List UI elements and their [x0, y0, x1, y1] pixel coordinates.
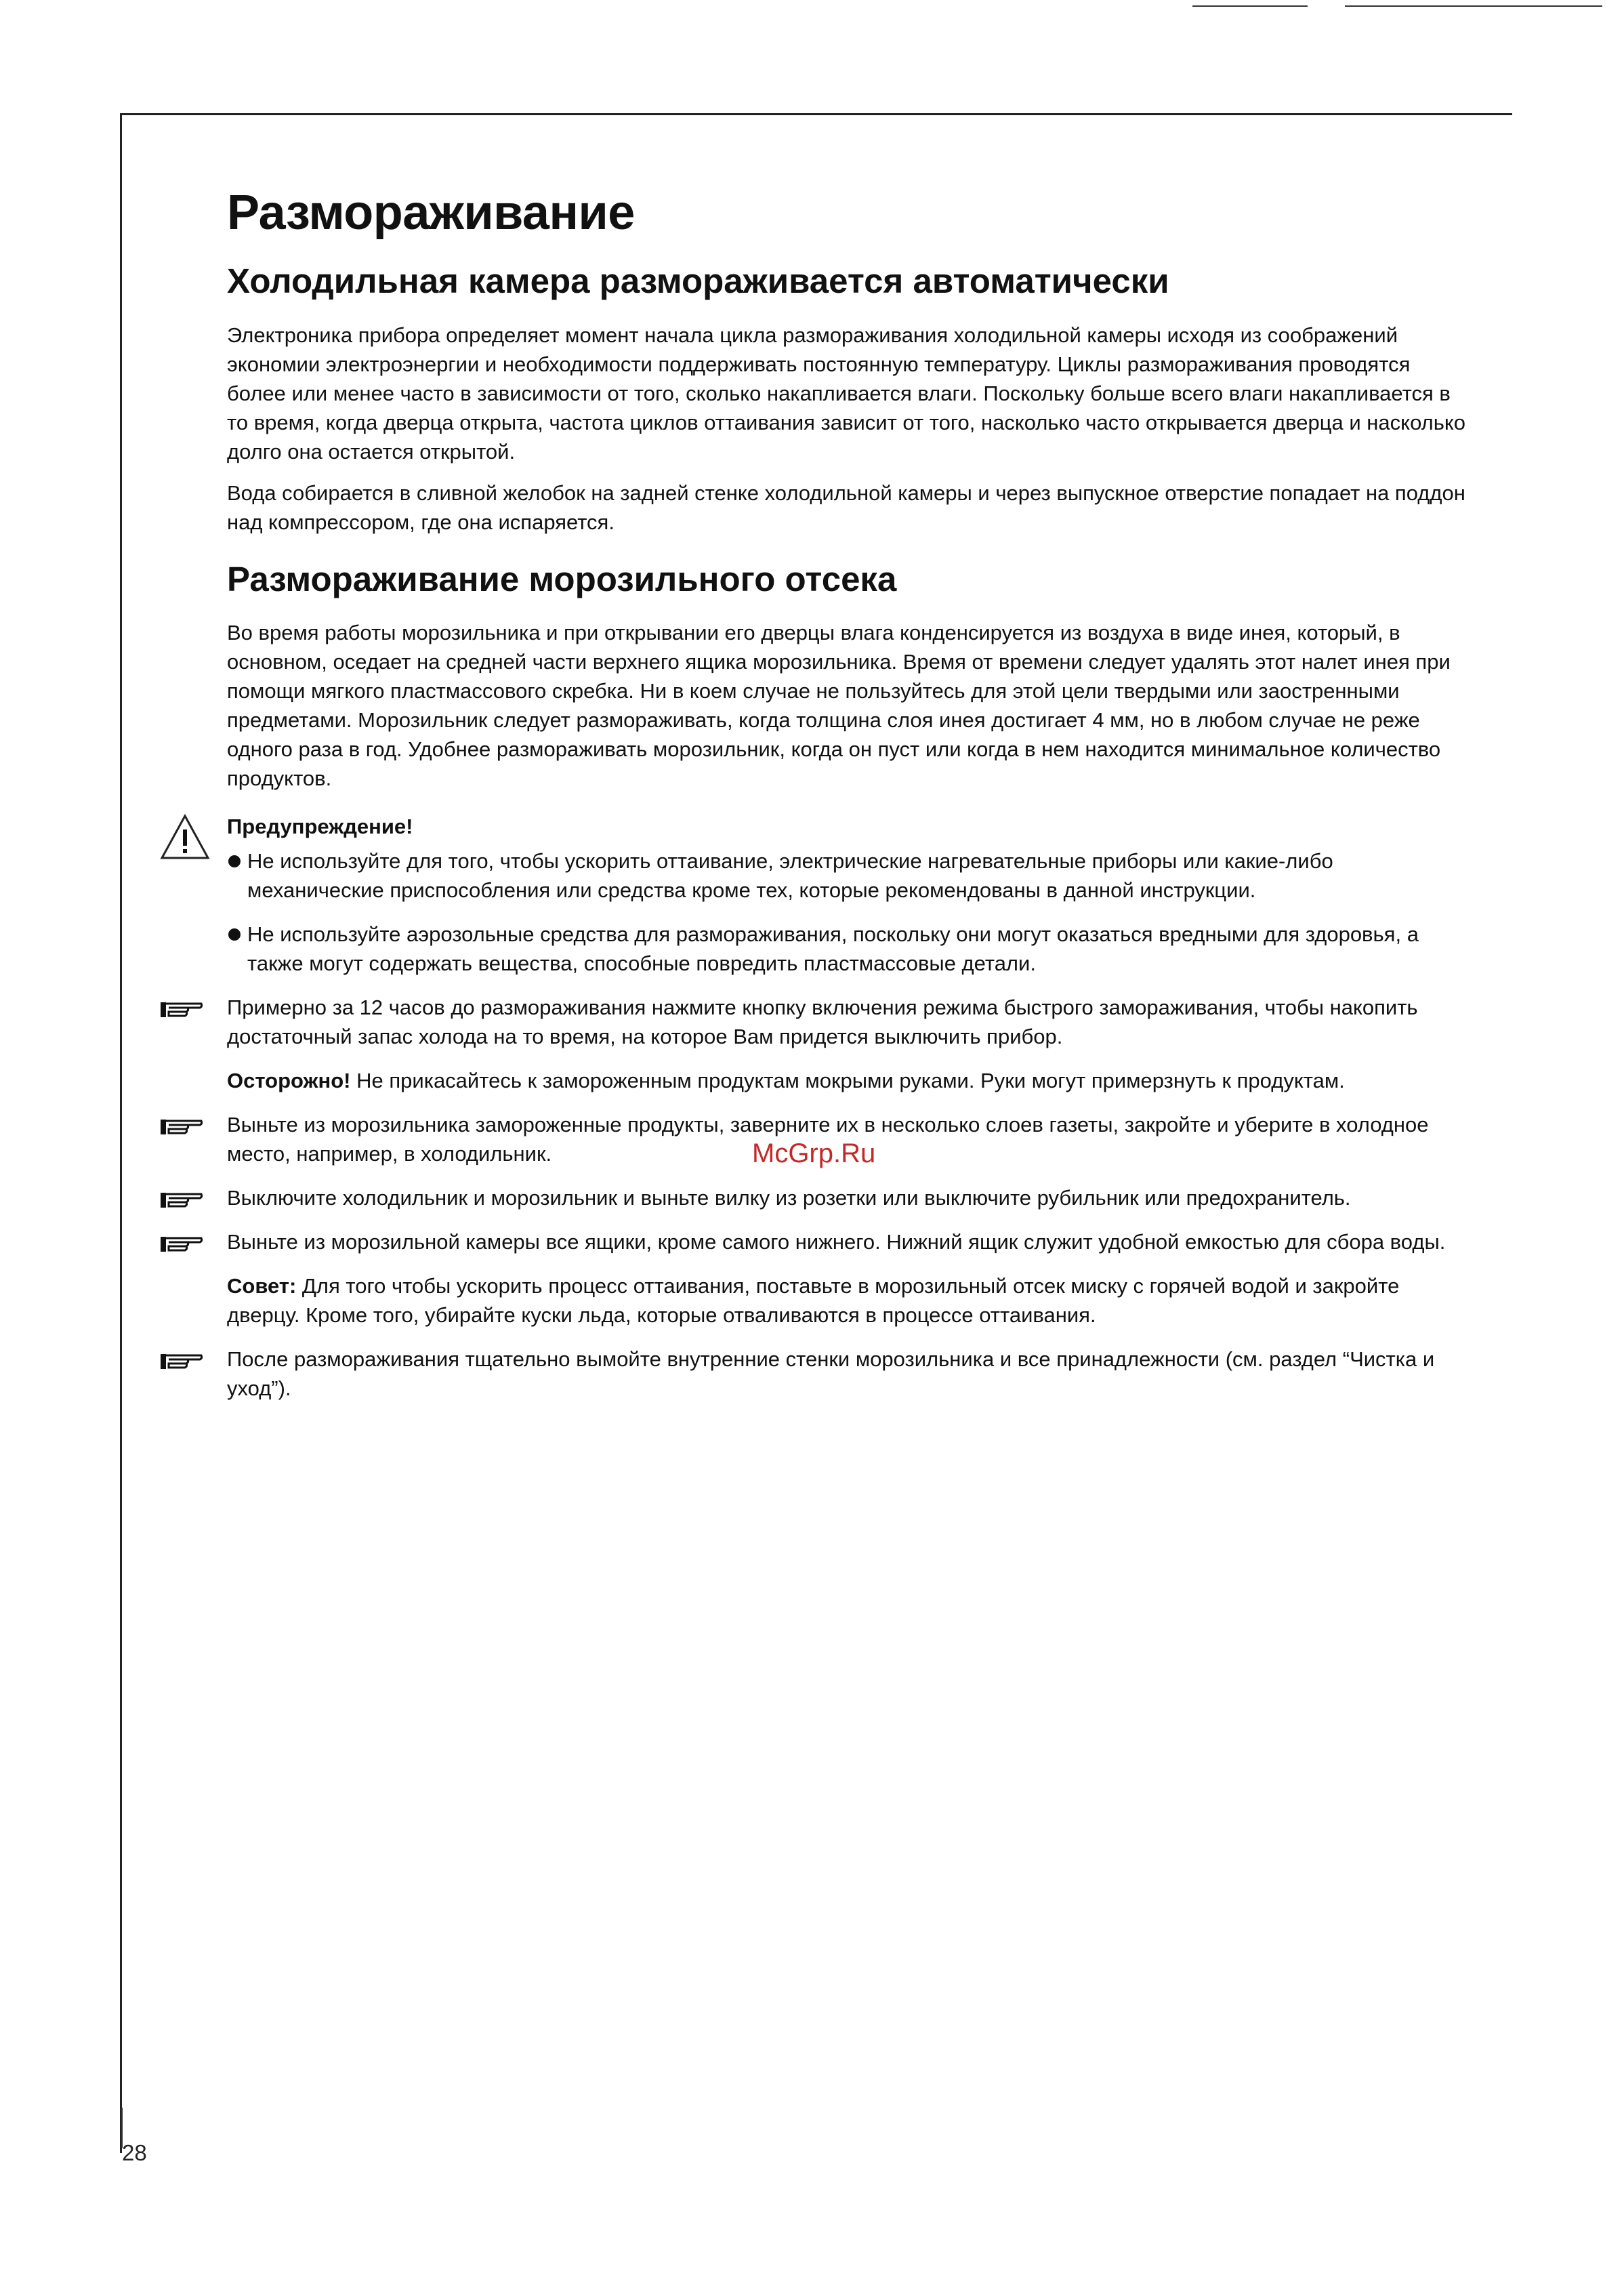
paragraph: Вода собирается в сливной желобок на задней стенке холодильной камеры и через выпускное отверстие попадает на поддон над компрессором, где она испаряется. — [227, 480, 1465, 534]
step-item — [227, 1227, 1474, 1256]
paragraph: Электроника прибора определяет момент начала цикла размораживания холодильной камеры исходя из соображений экономии электроэнергии и необходимости поддерживать постоянную температуру. Циклы размораживания проводятся более или менее часто в зависимости от того, сколько накапливается влаги. Поскольку больше всего влаги накапливается в то время, когда дверца открыта, частота циклов оттаивания зависит от того, насколько часто открывается дверца и насколько долго она остается открытой. — [227, 323, 1466, 464]
step-text: Примерно за 12 часов до размораживания нажмите кнопку включения режима быстрого замораживания, чтобы накопить достаточный запас холода на то время, на которое Вам придется выключить прибор. — [227, 996, 1418, 1049]
page-title: Размораживание — [227, 186, 635, 240]
page-content — [227, 186, 1474, 1418]
step-text: После размораживания тщательно вымойте внутренние стенки морозильника и все принадлежности (см. раздел “Чистка и уход”). — [227, 1347, 1435, 1401]
caution-text: Не прикасайтесь к замороженным продуктам мокрыми руками. Руки могут примерзнуть к продуктам. — [350, 1069, 1345, 1093]
corner-rule — [1192, 5, 1308, 7]
frame-top-rule — [120, 113, 1512, 115]
step-item — [227, 1345, 1474, 1403]
page-number: 28 — [122, 2140, 147, 2165]
corner-rule — [1345, 5, 1602, 7]
pointing-hand-icon — [159, 1114, 204, 1137]
step-item — [227, 993, 1474, 1051]
step-text: Выключите холодильник и морозильник и выньте вилку из розетки или выключите рубильник или предохранитель. — [227, 1186, 1351, 1210]
warning-bullet — [227, 920, 1474, 978]
pointing-hand-icon — [159, 1187, 204, 1210]
warning-title: Предупреждение! — [227, 815, 413, 839]
bullet-text: Не используйте для того, чтобы ускорить оттаивание, электрические нагревательные приборы или какие-либо механические приспособления или средства кроме тех, которые рекомендованы в данной инструкции. — [247, 849, 1333, 903]
step-item — [227, 1183, 1474, 1212]
pointing-hand-icon — [159, 1231, 204, 1254]
step-text: Выньте из морозильника замороженные продукты, заверните их в несколько слоев газеты, закройте и уберите в холодное место, например, в холодильник. — [227, 1113, 1429, 1166]
pointing-hand-icon — [159, 1349, 204, 1372]
warning-triangle-icon — [159, 813, 211, 861]
tip-text: Для того чтобы ускорить процесс оттаивания, поставьте в морозильный отсек миску с горячей водой и закройте дверцу. Кроме того, убирайте куски льда, которые отваливаются в процессе оттаивания. — [227, 1274, 1400, 1328]
warning-block — [227, 812, 1474, 978]
section-heading-fridge: Холодильная камера размораживается автоматически — [227, 262, 1169, 301]
frame-left-rule — [120, 113, 122, 2153]
paragraph: Во время работы морозильника и при открывании его дверцы влага конденсируется из воздуха в виде инея, который, в основном, оседает на средней части верхнего ящика морозильника. Время от времени следует удалять этот налет инея при помощи мягкого пластмассового скребка. Ни в коем случае не пользуйтесь для этой цели твердыми или заостренными предметами. Морозильник следует размораживать, когда толщина слоя инея достигает 4 мм, но в любом случае не реже одного раза в год. Удобнее размораживать морозильник, когда он пуст или когда в нем находится минимальное количество продуктов. — [227, 621, 1451, 791]
watermark: McGrp.Ru — [752, 1139, 876, 1168]
warning-bullet — [227, 846, 1474, 905]
tip-label: Совет: — [227, 1274, 297, 1298]
bullet-text: Не используйте аэрозольные средства для размораживания, поскольку они могут оказаться вредными для здоровья, а также могут содержать вещества, способные повредить пластмассовые детали. — [247, 922, 1419, 976]
tip-note — [227, 1271, 1474, 1330]
section-heading-freezer: Размораживание морозильного отсека — [227, 559, 897, 598]
step-text: Выньте из морозильной камеры все ящики, кроме самого нижнего. Нижний ящик служит удобной емкостью для сбора воды. — [227, 1230, 1446, 1254]
pointing-hand-icon — [159, 997, 204, 1020]
caution-note — [227, 1066, 1474, 1095]
caution-label: Осторожно! — [227, 1069, 351, 1093]
bullet-dot — [228, 928, 241, 941]
bullet-dot — [228, 855, 241, 867]
